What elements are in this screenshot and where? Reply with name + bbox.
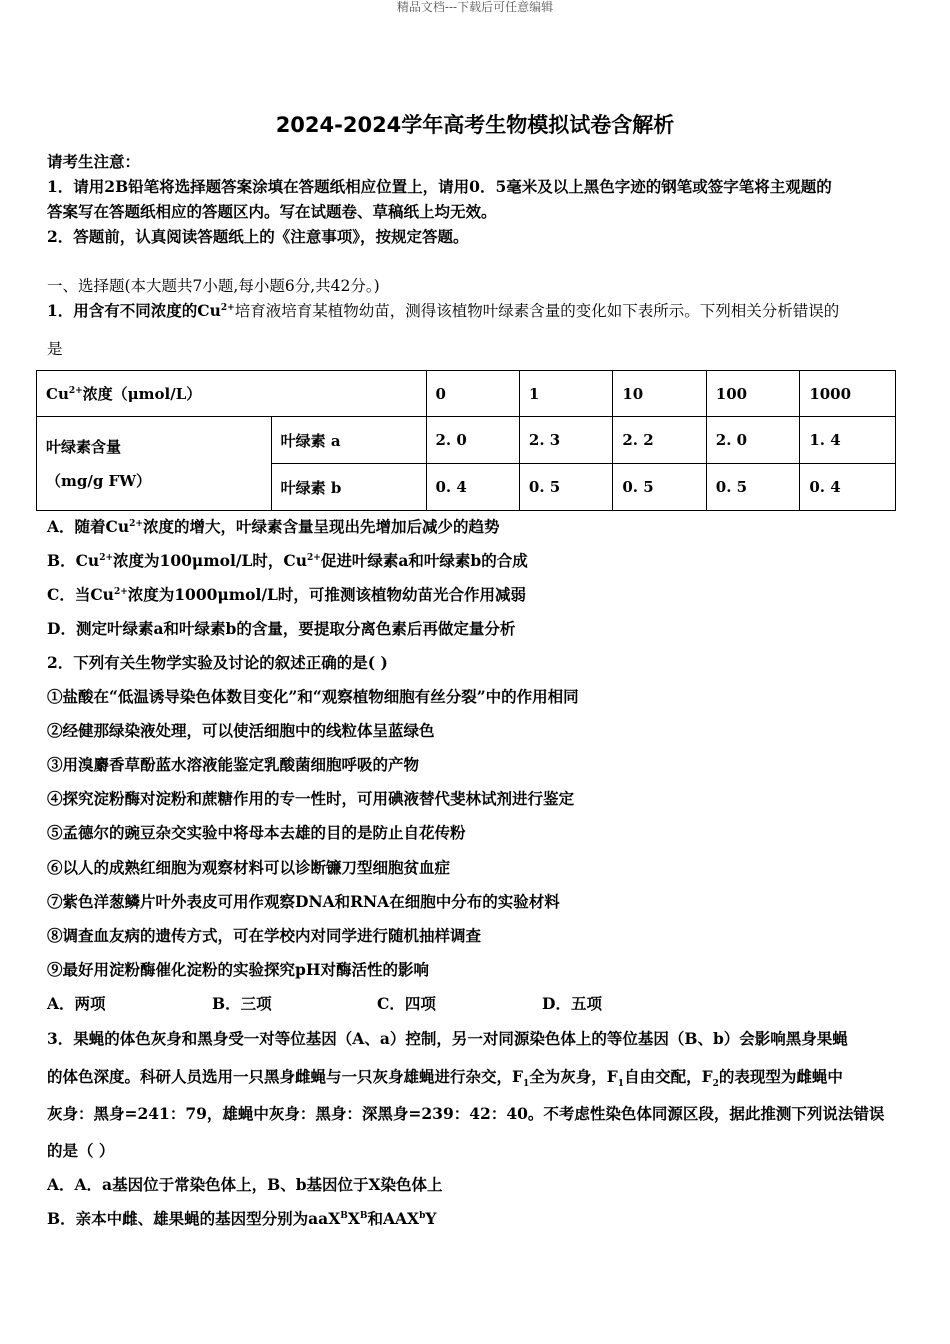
table-cell: 0. 5 bbox=[613, 464, 706, 511]
q1-stem-b: 培育液培育某植物幼苗，测得该植物叶绿素含量的变化如下表所示。下列相关分析错误的 bbox=[234, 302, 840, 320]
q1-stem-sup: 2+ bbox=[220, 302, 235, 313]
q2-option-a: A．两项 bbox=[47, 994, 106, 1013]
table-cell: 2. 0 bbox=[426, 417, 519, 464]
q3-option-b: B．亲本中雌、雄果蝇的基因型分别为$aaX^BX^B$和AAX$^b$Y bbox=[47, 1209, 437, 1228]
q3-option-a: A．A．a基因位于常染色体上，B、b基因位于X染色体上 bbox=[47, 1175, 443, 1194]
q2-stem: 2．下列有关生物学实验及讨论的叙述正确的是( ) bbox=[47, 653, 388, 672]
q2-item: ⑤孟德尔的豌豆杂交实验中将母本去雄的目的是防止自花传粉 bbox=[47, 823, 466, 842]
row-b-label: 叶绿素 b bbox=[271, 464, 426, 511]
chlorophyll-table bbox=[36, 370, 896, 511]
q2-item: ⑧调查血友病的遗传方式，可在学校内对同学进行随机抽样调查 bbox=[47, 926, 482, 945]
table-row-chlorophyll-a bbox=[37, 417, 896, 464]
q2-item: ②经健那绿染液处理，可以使活细胞中的线粒体呈蓝绿色 bbox=[47, 721, 435, 740]
table-cell: 2. 2 bbox=[613, 417, 706, 464]
q3-line-4: 的是（ ） bbox=[47, 1141, 115, 1160]
q3-line-2: 的体色深度。科研人员选用一只黑身雌蝇与一只灰身雄蝇进行杂交，$F_1$全为灰身，$F_1$自由交配，$F_2$的表现型为雌蝇中 bbox=[47, 1067, 843, 1090]
q1-stem-c: 是 bbox=[47, 340, 63, 358]
q2-item: ④探究淀粉酶对淀粉和蔗糖作用的专一性时，可用碘液替代斐林试剂进行鉴定 bbox=[47, 789, 575, 808]
q2-options bbox=[47, 993, 907, 1015]
conc-cell: 1000 bbox=[800, 371, 896, 417]
page-header: 精品文档---下载后可任意编辑 bbox=[396, 0, 554, 14]
table-header-row bbox=[37, 371, 896, 417]
q1-option-a: A．随着$Cu^{2+}$浓度的增大，叶绿素含量呈现出先增加后减少的趋势 bbox=[47, 517, 500, 536]
notice-line-1b: 答案写在答题纸相应的答题区内。写在试题卷、草稿纸上均无效。 bbox=[47, 202, 497, 221]
q2-item: ⑥以人的成熟红细胞为观察材料可以诊断镰刀型细胞贫血症 bbox=[47, 858, 451, 877]
table-cell: 0. 4 bbox=[426, 464, 519, 511]
conc-cell: 100 bbox=[706, 371, 800, 417]
conc-cell: 10 bbox=[613, 371, 706, 417]
row-group-label: 叶绿素含量 （mg/g FW） bbox=[37, 417, 272, 511]
q2-option-d: D．五项 bbox=[542, 994, 602, 1013]
table-cell: 1. 4 bbox=[800, 417, 896, 464]
table-cell: 2. 0 bbox=[706, 417, 800, 464]
table-cell: 2. 3 bbox=[519, 417, 612, 464]
conc-cell: 0 bbox=[426, 371, 519, 417]
q2-item: ①盐酸在“低温诱导染色体数目变化”和“观察植物细胞有丝分裂”中的作用相同 bbox=[47, 687, 579, 706]
concentration-header: $Cu^{2+}$浓度（μmol/L） bbox=[37, 371, 427, 417]
q2-item: ③用溴麝香草酚蓝水溶液能鉴定乳酸菌细胞呼吸的产物 bbox=[47, 755, 420, 774]
q1-option-c: C．当$Cu^{2+}$浓度为1000μmol/L时，可推测该植物幼苗光合作用减弱 bbox=[47, 585, 526, 604]
notice-line-2: 2．答题前，认真阅读答题纸上的《注意事项》，按规定答题。 bbox=[47, 227, 469, 246]
q2-item: ⑨最好用淀粉酶催化淀粉的实验探究pH对酶活性的影响 bbox=[47, 960, 429, 979]
notice-heading: 请考生注意： bbox=[47, 152, 141, 171]
q1-option-b: B．$Cu^{2+}$浓度为100μmol/L时，$Cu^{2+}$促进叶绿素a和叶绿素b的合成 bbox=[47, 551, 528, 570]
q2-item: ⑦紫色洋葱鳞片叶外表皮可用作观察DNA和RNA在细胞中分布的实验材料 bbox=[47, 892, 560, 911]
table-cell: 0. 5 bbox=[706, 464, 800, 511]
table-cell: 0. 5 bbox=[519, 464, 612, 511]
section-heading: 一、选择题(本大题共7小题,每小题6分,共42分。) bbox=[47, 277, 380, 295]
table-cell: 0. 4 bbox=[800, 464, 896, 511]
q2-option-b: B．三项 bbox=[212, 994, 272, 1013]
q1-option-d: D．测定叶绿素a和叶绿素b的含量，要提取分离色素后再做定量分析 bbox=[47, 619, 516, 638]
q1-stem bbox=[47, 300, 907, 322]
notice-line-1a: 1．请用2B铅笔将选择题答案涂填在答题纸相应位置上，请用0．5毫米及以上黑色字迹的钢笔或签字笔将主观题的 bbox=[47, 177, 832, 196]
row-a-label: 叶绿素 a bbox=[271, 417, 426, 464]
q1-stem-a: 1．用含有不同浓度的Cu bbox=[47, 301, 221, 320]
conc-cell: 1 bbox=[519, 371, 612, 417]
q3-line-1: 3．果蝇的体色灰身和黑身受一对等位基因（A、a）控制，另一对同源染色体上的等位基因（B、b）会影响黑身果蝇 bbox=[47, 1029, 848, 1048]
q2-option-c: C．四项 bbox=[377, 994, 436, 1013]
page-title: 2024-2024学年高考生物模拟试卷含解析 bbox=[275, 113, 675, 137]
q3-line-3: 灰身：黑身=241：79，雄蝇中灰身：黑身：深黑身=239：42：40。不考虑性染色体同源区段，据此推测下列说法错误 bbox=[47, 1104, 885, 1123]
